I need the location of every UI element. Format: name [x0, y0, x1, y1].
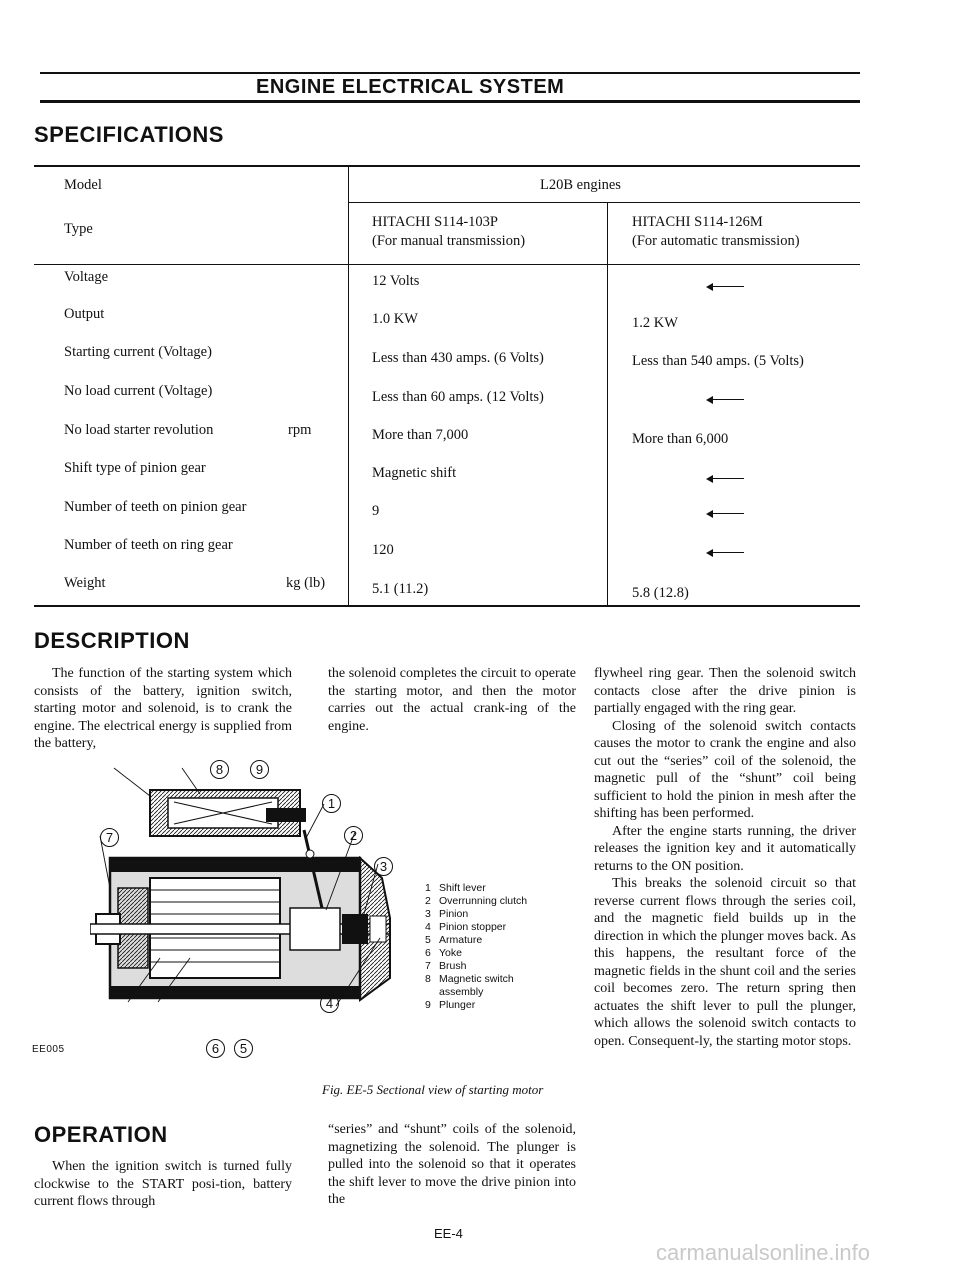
callout-8: 8: [210, 760, 229, 779]
legend-item: [425, 960, 527, 973]
row-unit-kg: kg (lb): [286, 575, 326, 591]
legend-text: Yoke: [439, 947, 462, 959]
row-label-no-load-revolution: No load starter revolution: [64, 422, 214, 438]
model-label: Model: [64, 177, 102, 193]
right-paragraph-3: After the engine starts running, the driver releases the ignition key and it automatically returns to the ON position.: [594, 823, 856, 874]
legend-item: [425, 973, 527, 986]
table-col-divider-1: [348, 165, 349, 606]
right-paragraph-2: Closing of the solenoid switch contacts causes the motor to crank the engine and also cut out the “series” coil of the solenoid, the magnetic pull of the “shunt” coil being sufficient to hold the pinion in mesh after the shifting has been performed.: [594, 718, 856, 821]
legend-num: 2: [425, 895, 431, 907]
manual-output: 1.0 KW: [372, 311, 418, 327]
legend-item: [425, 921, 527, 934]
starting-motor-diagram: [90, 738, 410, 1028]
legend-num: 8: [425, 973, 431, 985]
table-rule-type: [34, 264, 860, 265]
same-as-left-arrow-icon: [706, 509, 744, 519]
same-as-left-arrow-icon: [706, 548, 744, 558]
row-label-no-load-current: No load current (Voltage): [64, 383, 213, 399]
manual-no-load-revolution: More than 7,000: [372, 427, 469, 443]
legend-item: [425, 895, 527, 908]
row-label-output: Output: [64, 306, 105, 322]
legend-text: Pinion: [439, 908, 469, 920]
legend-item: [425, 908, 527, 921]
legend-item: [425, 882, 527, 895]
manual-starting-current: Less than 430 amps. (6 Volts): [372, 350, 544, 366]
legend-text: Pinion stopper: [439, 921, 507, 933]
row-label-starting-current: Starting current (Voltage): [64, 344, 212, 360]
legend-num: 5: [425, 934, 431, 946]
manual-no-load-current: Less than 60 amps. (12 Volts): [372, 389, 544, 405]
row-label-pinion-teeth: Number of teeth on pinion gear: [64, 499, 247, 515]
auto-output: 1.2 KW: [632, 315, 678, 331]
row-label-ring-teeth: Number of teeth on ring gear: [64, 537, 233, 553]
legend-text: Plunger: [439, 999, 476, 1011]
description-paragraph-2: [328, 665, 576, 735]
table-col-divider-2: [607, 202, 608, 606]
manual-ring-teeth: 120: [372, 542, 394, 558]
same-as-left-arrow-icon: [706, 474, 744, 484]
legend-text: Shift lever: [439, 882, 486, 894]
callout-7: 7: [100, 828, 119, 847]
same-as-left-arrow-icon: [706, 282, 744, 292]
description-heading: DESCRIPTION: [34, 628, 190, 653]
header-top-rule: [40, 72, 860, 74]
callout-5: 5: [234, 1039, 253, 1058]
operation-text-2: “series” and “shunt” coils of the solenoid, magnetizing the solenoid. The plunger is pulled into the solenoid so that it operates the shift lever to move the drive pinion into the: [328, 1122, 576, 1207]
legend-text: Magnetic switch: [439, 973, 514, 985]
legend-text: Armature: [439, 934, 483, 946]
type-manual-line2: (For manual transmission): [372, 233, 526, 249]
page-number: EE-4: [434, 1226, 463, 1241]
auto-no-load-revolution: More than 6,000: [632, 431, 729, 447]
operation-text-1: When the ignition switch is turned fully clockwise to the START posi-tion, battery current flows through: [34, 1159, 292, 1209]
table-rule-model: [348, 202, 860, 203]
auto-weight: 5.8 (12.8): [632, 585, 689, 601]
figure-legend: [425, 882, 527, 1012]
legend-item: [425, 947, 527, 960]
same-as-left-arrow-icon: [706, 395, 744, 405]
specifications-heading: SPECIFICATIONS: [34, 122, 224, 147]
operation-paragraph-2: [328, 1121, 576, 1209]
description-text-2: the solenoid completes the circuit to operate the starting motor, and then the motor carries out the actual crank-ing of the engine.: [328, 666, 576, 734]
callout-4: 4: [320, 994, 339, 1013]
callout-9: 9: [250, 760, 269, 779]
legend-num: 7: [425, 960, 431, 972]
model-value: L20B engines: [540, 177, 621, 193]
operation-heading: OPERATION: [34, 1122, 168, 1147]
legend-item: [425, 986, 527, 999]
description-text-1: The function of the starting system which consists of the battery, ignition switch, starting motor and solenoid, is to crank the engine. The electrical energy is supplied from the battery,: [34, 666, 292, 751]
legend-text: Brush: [439, 960, 467, 972]
auto-starting-current: Less than 540 amps. (5 Volts): [632, 353, 804, 369]
right-paragraph-1: flywheel ring gear. Then the solenoid switch contacts close after the drive pinion is partially engaged with the ring gear.: [594, 666, 856, 716]
manual-voltage: 12 Volts: [372, 273, 420, 289]
row-label-weight: Weight: [64, 575, 106, 591]
legend-num: 9: [425, 999, 431, 1011]
callout-1: 1: [322, 794, 341, 813]
callout-6: 6: [206, 1039, 225, 1058]
type-auto-line2: (For automatic transmission): [632, 233, 800, 249]
row-unit-rpm: rpm: [288, 422, 312, 438]
figure-code: EE005: [32, 1044, 65, 1055]
table-bottom-rule: [34, 605, 860, 607]
legend-text: assembly: [439, 986, 484, 998]
legend-item: [425, 934, 527, 947]
header-bottom-rule: [40, 100, 860, 103]
figure-caption: Fig. EE-5 Sectional view of starting motor: [322, 1082, 544, 1097]
page-title: ENGINE ELECTRICAL SYSTEM: [256, 76, 565, 98]
callout-2: 2: [344, 826, 363, 845]
row-label-voltage: Voltage: [64, 269, 109, 285]
legend-num: 4: [425, 921, 431, 933]
watermark[interactable]: carmanualsonline.info: [656, 1240, 871, 1265]
legend-text: Overrunning clutch: [439, 895, 528, 907]
legend-num: 6: [425, 947, 431, 959]
type-manual-line1: HITACHI S114-103P: [372, 214, 498, 230]
legend-num: [425, 986, 439, 999]
manual-shift-type: Magnetic shift: [372, 465, 457, 481]
operation-paragraph-1: [34, 1158, 292, 1211]
right-column-text: [594, 665, 856, 1050]
type-label: Type: [64, 221, 93, 237]
legend-num: 3: [425, 908, 431, 920]
legend-num: 1: [425, 882, 431, 894]
manual-pinion-teeth: 9: [372, 503, 380, 519]
type-auto-line1: HITACHI S114-126M: [632, 214, 763, 230]
manual-weight: 5.1 (11.2): [372, 581, 429, 597]
callout-3: 3: [374, 857, 393, 876]
legend-item: [425, 999, 527, 1012]
table-top-rule: [34, 165, 860, 167]
row-label-shift-type: Shift type of pinion gear: [64, 460, 206, 476]
right-paragraph-4: This breaks the solenoid circuit so that reverse current flows through the series coil, and the magnetic field builds up in the direction in which the plunger moves back. As this happens, the resultant force of the magnetic fields in the shunt coil and the series coil becomes zero. The return spring then actuates the shift lever to pull the plunger, which allows the solenoid switch contacts to open. Consequent-ly, the starting motor stops.: [594, 876, 856, 1049]
